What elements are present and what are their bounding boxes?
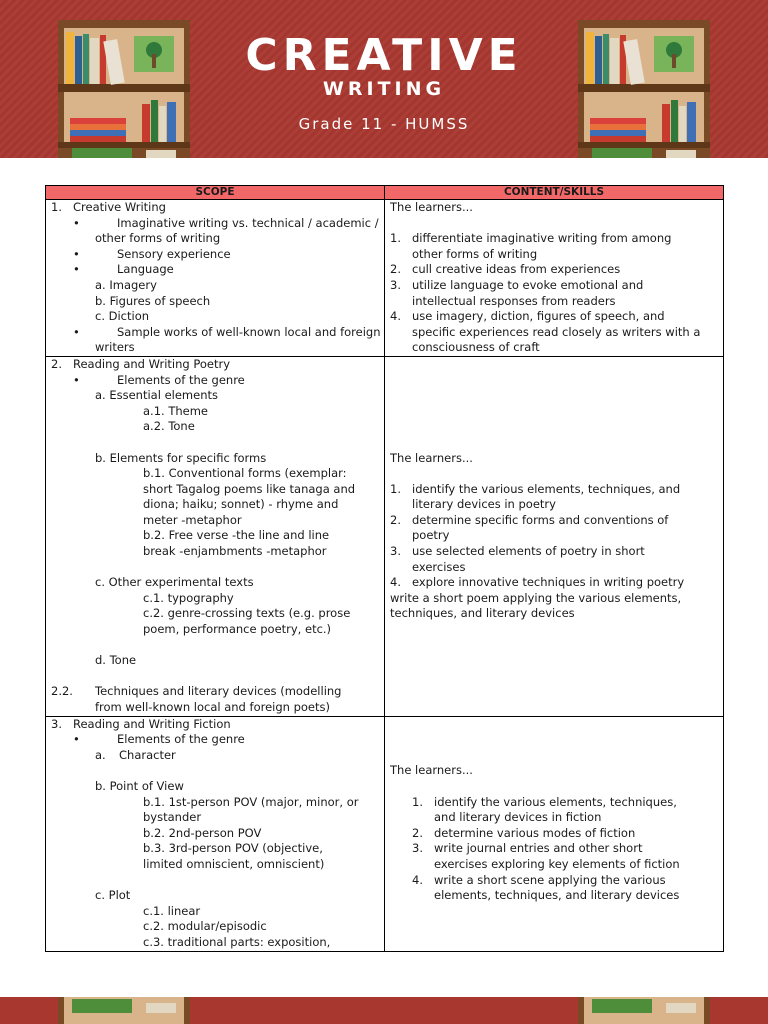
text-line — [390, 717, 719, 733]
line-text: explore innovative techniques in writing poetry — [412, 575, 685, 590]
bullet-marker: • — [73, 246, 80, 261]
text-line — [51, 919, 380, 935]
line-text: c.2. genre-crossing texts (e.g. prose — [143, 606, 351, 621]
line-text: The learners... — [390, 200, 473, 214]
text-line — [51, 216, 380, 232]
text-line — [390, 779, 719, 795]
line-text: from well-known local and foreign poets) — [95, 700, 330, 714]
text-line — [51, 388, 380, 404]
text-line — [51, 622, 380, 638]
text-line — [51, 904, 380, 920]
list-number: 1. — [390, 481, 401, 496]
text-line — [390, 606, 719, 622]
line-text: write a short scene applying the various — [434, 872, 666, 887]
line-text: c. Plot — [95, 888, 131, 903]
text-line — [390, 513, 719, 529]
text-line — [390, 357, 719, 373]
text-line — [51, 669, 380, 685]
line-text: short Tagalog poems like tanaga and — [143, 481, 356, 496]
line-text: Reading and Writing Poetry — [73, 356, 231, 371]
content-skills-cell — [385, 200, 724, 357]
text-line — [390, 294, 719, 310]
text-line — [51, 231, 380, 247]
text-line — [51, 294, 380, 310]
line-text: writers — [95, 340, 135, 355]
bookshelf-right-icon — [578, 20, 710, 158]
line-text: specific experiences read closely as writers with a — [412, 324, 701, 339]
text-line — [390, 262, 719, 278]
bullet-marker: • — [73, 215, 80, 230]
table-header-row — [46, 186, 724, 200]
text-line — [51, 309, 380, 325]
column-header-content-skills: CONTENT/SKILLS — [385, 186, 724, 200]
syllabus-table — [45, 185, 724, 952]
line-text: Creative Writing — [73, 200, 166, 214]
text-line — [390, 231, 719, 247]
text-line — [390, 278, 719, 294]
text-line — [51, 591, 380, 607]
line-text: meter -metaphor — [143, 512, 242, 527]
text-line — [390, 763, 719, 779]
line-text: consciousness of craft — [412, 340, 540, 355]
list-number: 1. — [412, 794, 423, 809]
text-line — [51, 278, 380, 294]
text-line — [390, 857, 719, 873]
header-banner — [0, 0, 768, 158]
text-line — [51, 873, 380, 889]
list-number: a. — [95, 747, 106, 762]
list-number: 2. — [390, 262, 401, 277]
text-line — [390, 841, 719, 857]
text-line — [390, 325, 719, 341]
text-line — [51, 482, 380, 498]
text-line — [390, 404, 719, 420]
line-text: c.3. traditional parts: exposition, — [143, 934, 331, 949]
line-text: a.2. Tone — [143, 419, 195, 434]
line-text: b.2. Free verse -the line and line — [143, 528, 330, 543]
text-line — [390, 309, 719, 325]
grade-label: Grade 11 - HUMSS — [298, 115, 470, 133]
text-line — [51, 435, 380, 451]
text-line — [390, 575, 719, 591]
line-text: cull creative ideas from experiences — [412, 262, 621, 277]
text-line — [390, 528, 719, 544]
list-number: 1. — [390, 231, 401, 246]
line-text: a.1. Theme — [143, 403, 208, 418]
text-line — [390, 435, 719, 451]
text-line — [51, 763, 380, 779]
list-number: 4. — [390, 309, 401, 324]
text-line — [51, 575, 380, 591]
line-text: determine specific forms and conventions of — [412, 512, 669, 527]
line-text: b.2. 2nd-person POV — [143, 825, 262, 840]
text-line — [390, 795, 719, 811]
text-line — [390, 810, 719, 826]
text-line — [390, 826, 719, 842]
text-line — [51, 700, 380, 716]
line-text: utilize language to evoke emotional and — [412, 277, 644, 292]
line-text: a. Imagery — [95, 277, 157, 292]
line-text: use selected elements of poetry in short — [412, 544, 645, 559]
line-text: b.3. 3rd-person POV (objective, — [143, 841, 323, 856]
line-text: b. Figures of speech — [95, 293, 211, 308]
line-text: differentiate imaginative writing from among — [412, 231, 672, 246]
table-row-fiction — [46, 716, 724, 951]
list-number: 2. — [51, 356, 62, 371]
line-text: Reading and Writing Fiction — [73, 716, 231, 731]
text-line — [51, 810, 380, 826]
text-line — [390, 247, 719, 263]
line-text: limited omniscient, omniscient) — [143, 856, 325, 871]
line-text: d. Tone — [95, 653, 137, 668]
line-text: Techniques and literary devices (modelling — [95, 684, 342, 699]
table-row-poetry — [46, 356, 724, 716]
text-line — [51, 325, 380, 341]
line-text: literary devices in poetry — [412, 497, 556, 512]
text-line — [51, 748, 380, 764]
line-text: other forms of writing — [412, 246, 538, 261]
footer-banner — [0, 997, 768, 1024]
text-line — [51, 560, 380, 576]
text-line — [51, 513, 380, 529]
line-text: Imaginative writing vs. technical / academic / — [117, 215, 379, 230]
text-line — [51, 357, 380, 373]
line-text: exercises exploring key elements of fiction — [434, 856, 680, 871]
line-text: c.1. typography — [143, 590, 234, 605]
line-text: Sample works of well-known local and foreign — [117, 324, 381, 339]
text-line — [51, 684, 380, 700]
text-line — [390, 732, 719, 748]
line-text: c. Other experimental texts — [95, 575, 254, 590]
table-body — [46, 200, 724, 952]
list-number: 4. — [412, 872, 423, 887]
list-number: 3. — [412, 841, 423, 856]
list-number: 2. — [390, 512, 401, 527]
line-text: techniques, and literary devices — [390, 606, 575, 621]
line-text: determine various modes of fiction — [434, 825, 636, 840]
text-line — [51, 779, 380, 795]
line-text: elements, techniques, and literary devices — [434, 888, 680, 903]
bookshelf-footer-left-icon — [58, 997, 190, 1024]
line-text: poetry — [412, 528, 450, 543]
text-line — [51, 528, 380, 544]
text-line — [51, 653, 380, 669]
line-text: identify the various elements, techniques, and — [412, 481, 681, 496]
text-line — [51, 857, 380, 873]
text-line — [51, 247, 380, 263]
line-text: Sensory experience — [117, 246, 231, 261]
bullet-marker: • — [73, 262, 80, 277]
text-line — [390, 388, 719, 404]
line-text: use imagery, diction, figures of speech, and — [412, 309, 665, 324]
text-line — [51, 466, 380, 482]
text-line — [51, 826, 380, 842]
bullet-marker: • — [73, 324, 80, 339]
line-text: and literary devices in fiction — [434, 810, 602, 825]
page-subtitle: WRITING — [322, 78, 446, 100]
list-number: 3. — [390, 544, 401, 559]
column-header-scope: SCOPE — [46, 186, 385, 200]
text-line — [51, 732, 380, 748]
line-text: bystander — [143, 810, 202, 825]
text-line — [51, 497, 380, 513]
text-line — [51, 451, 380, 467]
line-text: Language — [117, 262, 174, 277]
text-line — [51, 419, 380, 435]
text-line — [390, 748, 719, 764]
text-line — [51, 717, 380, 733]
text-line — [390, 451, 719, 467]
table-row-creative-writing — [46, 200, 724, 357]
line-text: write a short poem applying the various elements, — [390, 590, 682, 605]
line-text: Character — [119, 747, 176, 762]
text-line — [390, 419, 719, 435]
list-number: 3. — [51, 716, 62, 731]
list-number: 1. — [51, 200, 62, 214]
line-text: a. Essential elements — [95, 388, 218, 403]
line-text: c.2. modular/episodic — [143, 919, 267, 934]
list-number: 4. — [390, 575, 401, 590]
line-text: write journal entries and other short — [434, 841, 643, 856]
text-line — [51, 935, 380, 951]
text-line — [390, 888, 719, 904]
text-line — [390, 482, 719, 498]
page-title: CREATIVE — [245, 30, 523, 81]
text-line — [390, 544, 719, 560]
bookshelf-footer-right-icon — [578, 997, 710, 1024]
text-line — [51, 888, 380, 904]
list-number: 2.2. — [51, 684, 73, 699]
line-text: exercises — [412, 559, 466, 574]
line-text: c.1. linear — [143, 903, 201, 918]
content-skills-cell — [385, 356, 724, 716]
line-text: The learners... — [390, 450, 473, 465]
line-text: b.1. 1st-person POV (major, minor, or — [143, 794, 359, 809]
bullet-marker: • — [73, 372, 80, 387]
text-line — [390, 873, 719, 889]
text-line — [51, 340, 380, 356]
text-line — [390, 591, 719, 607]
line-text: break -enjambments -metaphor — [143, 544, 327, 559]
list-number: 3. — [390, 277, 401, 292]
line-text: The learners... — [390, 763, 473, 778]
line-text: identify the various elements, techniques, — [434, 794, 677, 809]
text-line — [51, 841, 380, 857]
text-line — [390, 373, 719, 389]
text-line — [51, 544, 380, 560]
line-text: diona; haiku; sonnet) - rhyme and — [143, 497, 339, 512]
text-line — [51, 200, 380, 216]
line-text: b.1. Conventional forms (exemplar: — [143, 466, 347, 481]
text-line — [51, 606, 380, 622]
scope-cell — [46, 716, 385, 951]
line-text: Elements of the genre — [117, 372, 245, 387]
bullet-marker: • — [73, 732, 80, 747]
text-line — [390, 466, 719, 482]
line-text: poem, performance poetry, etc.) — [143, 622, 332, 637]
line-text: b. Point of View — [95, 778, 184, 793]
scope-cell — [46, 356, 385, 716]
text-line — [390, 216, 719, 232]
list-number: 2. — [412, 825, 423, 840]
text-line — [51, 638, 380, 654]
scope-cell — [46, 200, 385, 357]
line-text: other forms of writing — [95, 231, 221, 246]
line-text: b. Elements for specific forms — [95, 450, 267, 465]
text-line — [51, 404, 380, 420]
line-text: Elements of the genre — [117, 732, 245, 747]
text-line — [390, 560, 719, 576]
text-line — [51, 373, 380, 389]
text-line — [51, 795, 380, 811]
text-line — [51, 262, 380, 278]
text-line — [390, 497, 719, 513]
line-text: c. Diction — [95, 309, 150, 324]
line-text: intellectual responses from readers — [412, 293, 616, 308]
text-line — [390, 200, 719, 216]
content-skills-cell — [385, 716, 724, 951]
text-line — [390, 340, 719, 356]
